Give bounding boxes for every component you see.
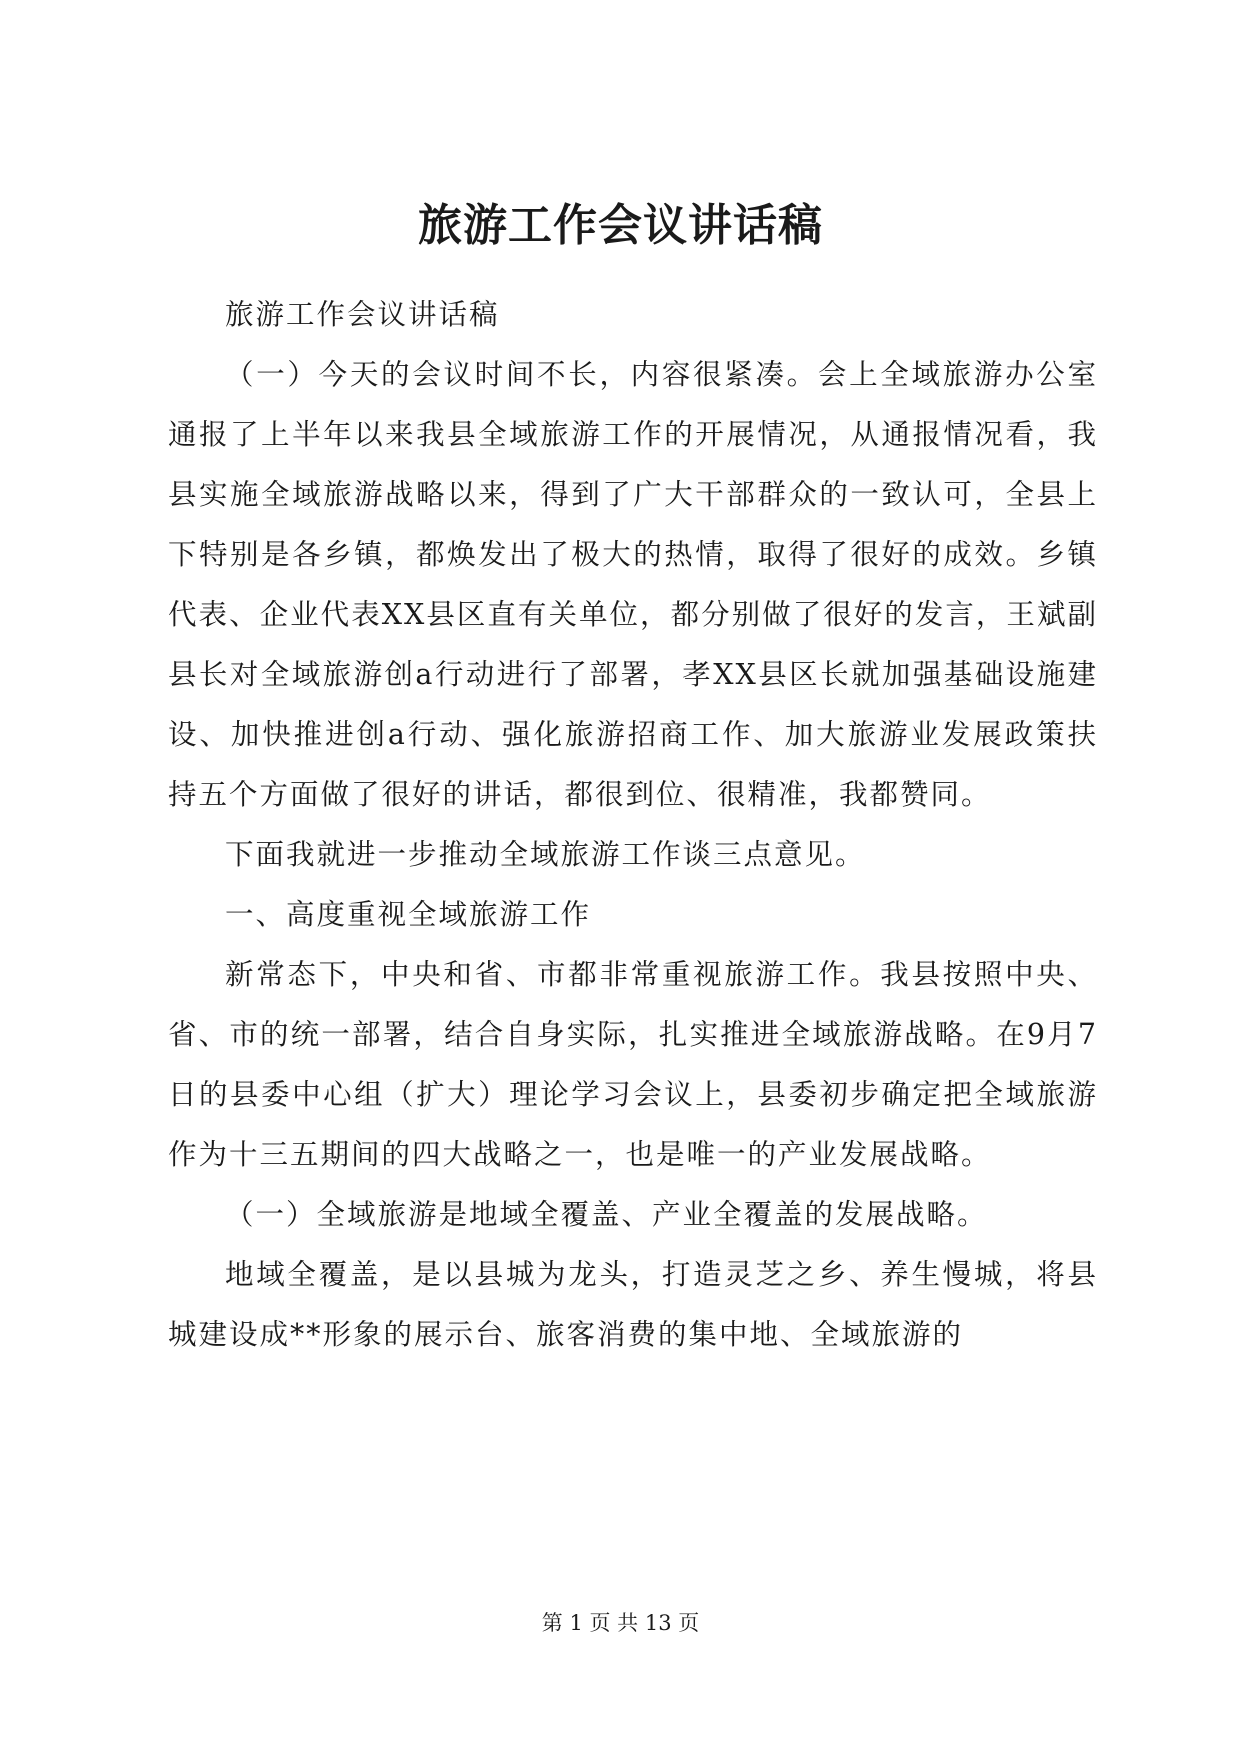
page-footer — [0, 1609, 1241, 1637]
document-title: 旅游工作会议讲话稿 — [418, 200, 823, 251]
paragraph-coverage: 地域全覆盖，是以县城为龙头，打造灵芝之乡、养生慢城，将县城建设成**形象的展示台、旅客消费的集中地、全域旅游的 — [168, 1258, 1098, 1351]
document-body — [168, 285, 1098, 1365]
paragraph-transition: 下面我就进一步推动全域旅游工作谈三点意见。 — [225, 838, 866, 871]
section-heading-1: 一、高度重视全域旅游工作 — [225, 898, 592, 931]
paragraph-subtitle: 旅游工作会议讲话稿 — [225, 298, 500, 331]
page-number: 第 1 页 共 13 页 — [541, 1611, 700, 1635]
paragraph-opening: （一）今天的会议时间不长，内容很紧凑。会上全域旅游办公室通报了上半年以来我县全域旅游工作的开展情况，从通报情况看，我县实施全域旅游战略以来，得到了广大干部群众的一致认可，全县上下特别是各乡镇，都焕发出了极大的热情，取得了很好的成效。乡镇代表、企业代表XX县区直有关单位，都分别做了很好的发言，王斌副县长对全域旅游创a行动进行了部署，孝XX县区长就加强基础设施建设、加快推进创a行动、强化旅游招商工作、加大旅游业发展政策扶持五个方面做了很好的讲话，都很到位、很精准，我都赞同。 — [168, 358, 1098, 811]
subsection-heading-1: （一）全域旅游是地域全覆盖、产业全覆盖的发展战略。 — [225, 1198, 988, 1231]
paragraph-new-normal: 新常态下，中央和省、市都非常重视旅游工作。我县按照中央、省、市的统一部署，结合自身实际，扎实推进全域旅游战略。在9月7日的县委中心组（扩大）理论学习会议上，县委初步确定把全域旅游作为十三五期间的四大战略之一，也是唯一的产业发展战略。 — [168, 958, 1098, 1171]
